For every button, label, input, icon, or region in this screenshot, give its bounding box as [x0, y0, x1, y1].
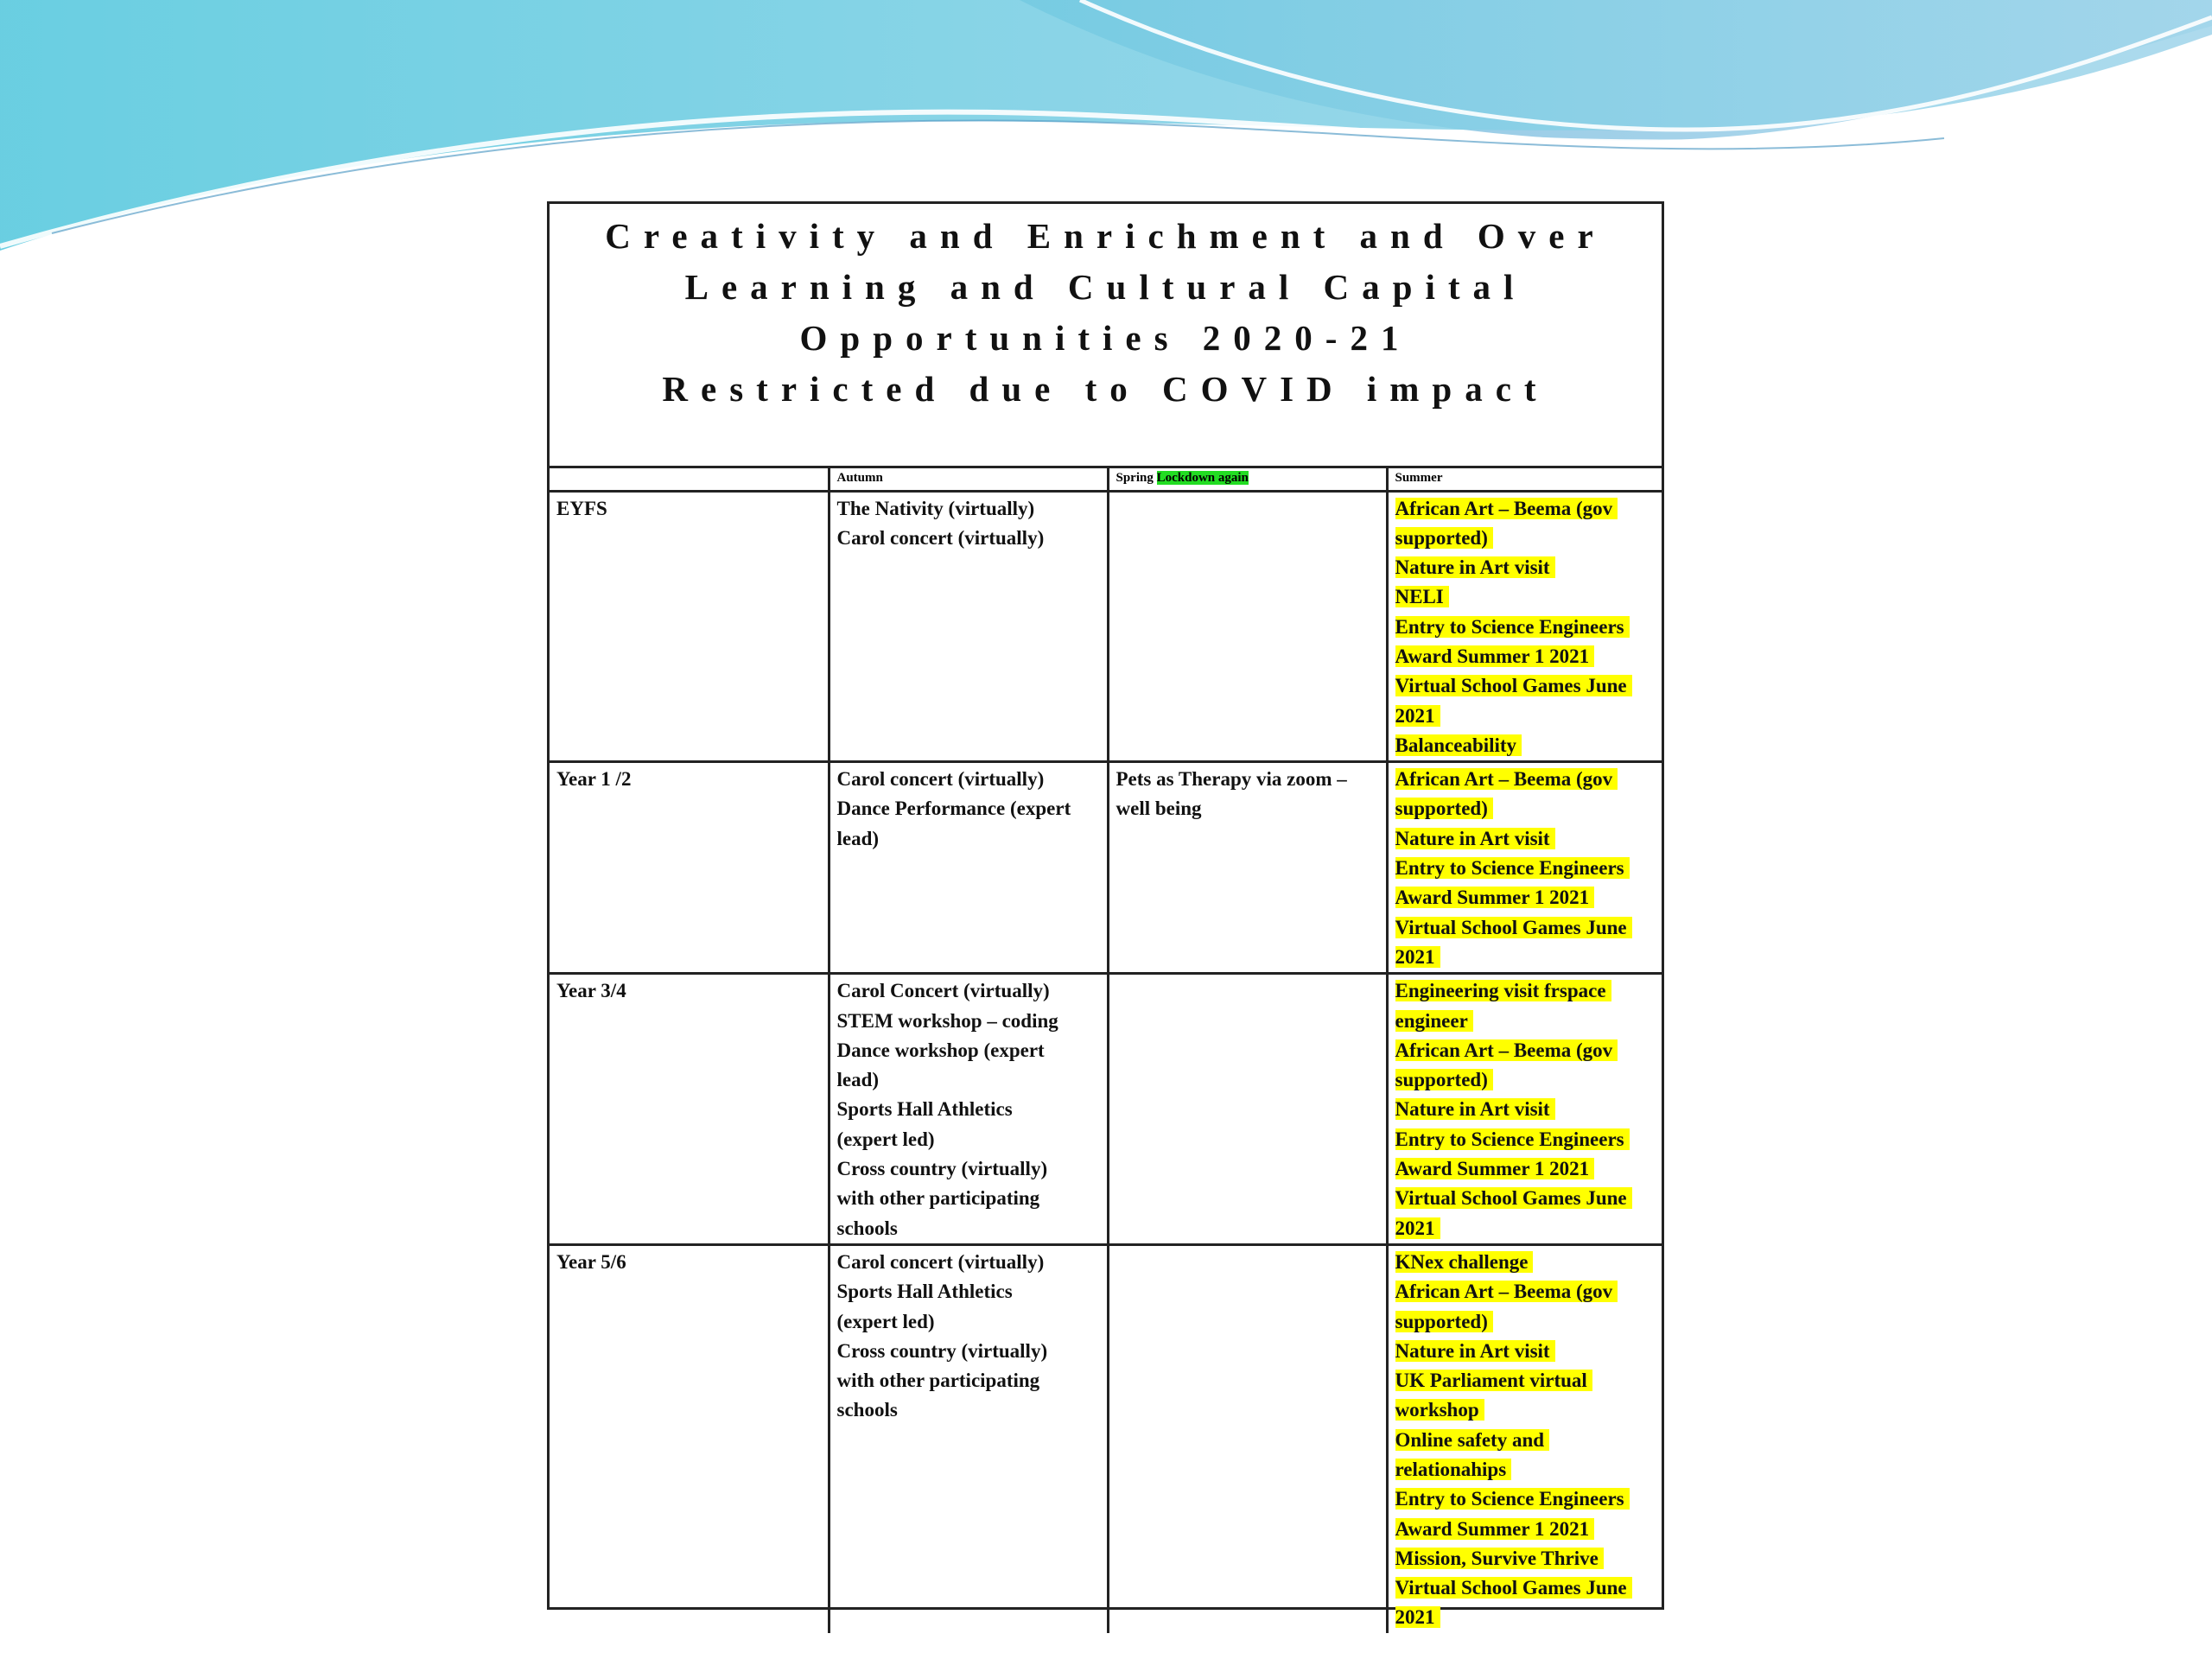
- cell-line: [1395, 1395, 1656, 1425]
- cell-line: [1395, 1277, 1656, 1306]
- highlighted-text: 2021: [1395, 1217, 1440, 1239]
- highlighted-text: Nature in Art visit: [1395, 1340, 1555, 1362]
- highlighted-text: Nature in Art visit: [1395, 1098, 1555, 1120]
- cell-line: [1395, 976, 1656, 1006]
- cell-line: [1395, 553, 1656, 582]
- cell-line: [1395, 1095, 1656, 1124]
- highlighted-text: African Art – Beema (gov: [1395, 1281, 1618, 1302]
- group-cell: Year 5/6: [550, 1244, 829, 1632]
- cell-line: [1395, 1184, 1656, 1213]
- highlighted-text: African Art – Beema (gov: [1395, 498, 1618, 519]
- header-group: [550, 468, 829, 491]
- highlighted-text: supported): [1395, 1311, 1493, 1332]
- cell-line: [1395, 1007, 1656, 1036]
- cell-line: Dance Performance (expert: [836, 798, 1071, 820]
- table-row: [550, 762, 1662, 974]
- highlighted-text: Virtual School Games June: [1395, 917, 1632, 938]
- document-title: [550, 204, 1662, 468]
- header-spring: [1108, 468, 1387, 491]
- cell-line: The Nativity (virtually): [836, 497, 1035, 519]
- highlighted-text: Virtual School Games June: [1395, 675, 1632, 696]
- cell-line: Cross country (virtually): [836, 1158, 1048, 1180]
- highlighted-text: Award Summer 1 2021: [1395, 1158, 1595, 1179]
- document-page: [547, 201, 1664, 1629]
- spring-cell: [1108, 491, 1387, 762]
- cell-line: [1395, 1366, 1656, 1395]
- autumn-cell: [829, 974, 1108, 1245]
- summer-cell: [1387, 974, 1662, 1245]
- table-row: [550, 1244, 1662, 1632]
- highlighted-text: supported): [1395, 527, 1493, 549]
- cell-line: well being: [1116, 798, 1202, 820]
- highlighted-text: Award Summer 1 2021: [1395, 645, 1595, 667]
- cell-line: [1395, 524, 1656, 553]
- highlighted-text: Online safety and: [1395, 1429, 1550, 1451]
- autumn-cell: [829, 762, 1108, 974]
- highlighted-text: Entry to Science Engineers: [1395, 616, 1630, 638]
- cell-line: Sports Hall Athletics: [836, 1098, 1013, 1121]
- cell-line: Sports Hall Athletics: [836, 1281, 1013, 1303]
- title-line-1: Creativity and Enrichment and Over: [605, 216, 1606, 256]
- cell-line: [1395, 883, 1656, 912]
- summer-cell: [1387, 491, 1662, 762]
- cell-line: lead): [836, 827, 880, 849]
- cell-line: [1395, 1214, 1656, 1243]
- cell-line: schools: [836, 1399, 898, 1421]
- cell-line: (expert led): [836, 1128, 935, 1150]
- cell-line: [1395, 913, 1656, 943]
- cell-line: [1395, 1603, 1656, 1632]
- cell-line: Carol concert (virtually): [836, 768, 1045, 791]
- cell-line: STEM workshop – coding: [836, 1009, 1058, 1032]
- cell-line: [1395, 1484, 1656, 1514]
- title-line-3: Opportunities 2020-21: [799, 318, 1412, 358]
- highlighted-text: African Art – Beema (gov: [1395, 768, 1618, 790]
- highlighted-text: 2021: [1395, 946, 1440, 968]
- lockdown-note: Lockdown again: [1156, 471, 1249, 485]
- group-cell: EYFS: [550, 491, 829, 762]
- highlighted-text: KNex challenge: [1395, 1251, 1534, 1273]
- cell-line: with other participating: [836, 1370, 1040, 1392]
- cell-line: [1395, 613, 1656, 642]
- cell-line: schools: [836, 1217, 898, 1239]
- highlighted-text: workshop: [1395, 1399, 1484, 1421]
- autumn-cell: [829, 491, 1108, 762]
- cell-line: Pets as Therapy via zoom –: [1116, 768, 1347, 791]
- title-line-4: Restricted due to COVID impact: [662, 369, 1549, 409]
- cell-line: [1395, 582, 1656, 612]
- cell-line: Dance workshop (expert: [836, 1039, 1045, 1061]
- cell-line: [1395, 494, 1656, 524]
- header-spring-label: Spring: [1116, 471, 1154, 485]
- highlighted-text: Entry to Science Engineers: [1395, 857, 1630, 879]
- table-row: [550, 974, 1662, 1245]
- cell-line: [1395, 1573, 1656, 1603]
- cell-line: Carol Concert (virtually): [836, 980, 1050, 1002]
- highlighted-text: supported): [1395, 1069, 1493, 1090]
- cell-line: [1395, 671, 1656, 701]
- header-row: [550, 468, 1662, 491]
- summer-cell: [1387, 1244, 1662, 1632]
- highlighted-text: Virtual School Games June: [1395, 1187, 1632, 1209]
- highlighted-text: Award Summer 1 2021: [1395, 1518, 1595, 1540]
- cell-line: [1395, 854, 1656, 883]
- cell-line: [1395, 794, 1656, 823]
- cell-line: [1395, 1544, 1656, 1573]
- cell-line: [1395, 1455, 1656, 1484]
- cell-line: [1395, 1307, 1656, 1337]
- highlighted-text: Mission, Survive Thrive: [1395, 1548, 1604, 1569]
- cell-line: [1395, 642, 1656, 671]
- table-row: [550, 491, 1662, 762]
- highlighted-text: engineer: [1395, 1010, 1473, 1032]
- cell-line: (expert led): [836, 1310, 935, 1332]
- cell-line: Carol concert (virtually): [836, 1250, 1045, 1273]
- highlighted-text: UK Parliament virtual: [1395, 1370, 1592, 1391]
- highlighted-text: 2021: [1395, 705, 1440, 727]
- summer-cell: [1387, 762, 1662, 974]
- header-summer: Summer: [1387, 468, 1662, 491]
- title-line-2: Learning and Cultural Capital: [684, 267, 1527, 307]
- cell-line: [1395, 1337, 1656, 1366]
- cell-line: [1395, 1515, 1656, 1544]
- group-cell: Year 3/4: [550, 974, 829, 1245]
- highlighted-text: African Art – Beema (gov: [1395, 1039, 1618, 1061]
- autumn-cell: [829, 1244, 1108, 1632]
- cell-line: [1395, 1125, 1656, 1154]
- cell-line: [1395, 765, 1656, 794]
- cell-line: [1395, 943, 1656, 972]
- cell-line: [1395, 1248, 1656, 1277]
- highlighted-text: Entry to Science Engineers: [1395, 1488, 1630, 1510]
- cell-line: Cross country (virtually): [836, 1339, 1048, 1362]
- spring-cell: [1108, 1244, 1387, 1632]
- cell-line: [1395, 1065, 1656, 1095]
- highlighted-text: Nature in Art visit: [1395, 828, 1555, 849]
- spring-cell: [1108, 762, 1387, 974]
- cell-line: Carol concert (virtually): [836, 526, 1045, 549]
- cell-line: with other participating: [836, 1187, 1040, 1210]
- highlighted-text: Award Summer 1 2021: [1395, 887, 1595, 908]
- opportunities-table: [550, 468, 1662, 1633]
- highlighted-text: Entry to Science Engineers: [1395, 1128, 1630, 1150]
- highlighted-text: 2021: [1395, 1606, 1440, 1628]
- highlighted-text: Engineering visit frspace: [1395, 980, 1611, 1001]
- highlighted-text: NELI: [1395, 586, 1449, 607]
- cell-line: [1395, 731, 1656, 760]
- highlighted-text: supported): [1395, 798, 1493, 819]
- group-cell: Year 1 /2: [550, 762, 829, 974]
- highlighted-text: relationahips: [1395, 1459, 1512, 1480]
- highlighted-text: Virtual School Games June: [1395, 1577, 1632, 1599]
- highlighted-text: Nature in Art visit: [1395, 556, 1555, 578]
- cell-line: [1395, 824, 1656, 854]
- header-autumn: Autumn: [829, 468, 1108, 491]
- cell-line: [1395, 1036, 1656, 1065]
- cell-line: [1395, 702, 1656, 731]
- cell-line: lead): [836, 1069, 880, 1091]
- cell-line: [1395, 1154, 1656, 1184]
- spring-cell: [1108, 974, 1387, 1245]
- highlighted-text: Balanceability: [1395, 734, 1522, 756]
- cell-line: [1395, 1426, 1656, 1455]
